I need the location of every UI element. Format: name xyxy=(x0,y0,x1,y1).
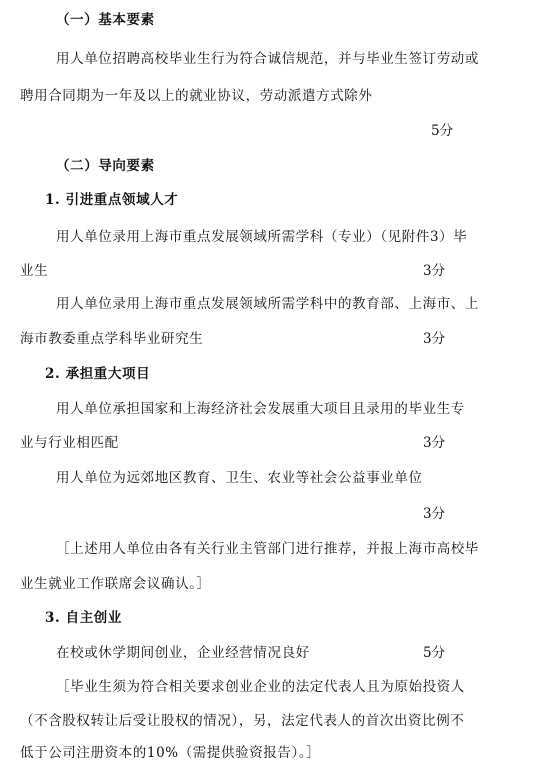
paragraph-line: 用人单位招聘高校毕业生行为符合诚信规范，并与毕业生签订劳动或 xyxy=(56,51,479,67)
paragraph-line: 用人单位录用上海市重点发展领域所需学科（专业）（见附件3）毕 xyxy=(56,229,468,245)
score-label: 5分 xyxy=(423,645,446,661)
note-line: ［上述用人单位由各有关行业主管部门进行推荐，并报上海市高校毕 xyxy=(56,541,479,557)
note-line: ［毕业生须为符合相关要求创业企业的法定代表人且为原始投资人 xyxy=(56,679,465,695)
note-line: 业生就业工作联席会议确认。］ xyxy=(20,576,211,592)
section-heading-basic: （一）基本要素 xyxy=(56,12,155,28)
paragraph-line: 海市教委重点学科毕业研究生 xyxy=(20,331,204,347)
subsection-heading: 3. 自主创业 xyxy=(45,610,122,626)
score-label: 5分 xyxy=(431,123,454,139)
score-label: 3分 xyxy=(423,435,446,451)
score-label: 3分 xyxy=(423,331,446,347)
subsection-heading: 1. 引进重点领域人才 xyxy=(45,192,179,208)
note-line: （不含股权转让后受让股权的情况），另，法定代表人的首次出资比例不 xyxy=(20,713,465,729)
section-heading-guidance: （二）导向要素 xyxy=(56,158,155,174)
subsection-heading: 2. 承担重大项目 xyxy=(45,366,151,382)
paragraph-line: 用人单位承担国家和上海经济社会发展重大项目且录用的毕业生专 xyxy=(56,401,465,417)
paragraph-line: 聘用合同期为一年及以上的就业协议，劳动派遣方式除外 xyxy=(20,88,373,104)
paragraph-line: 用人单位录用上海市重点发展领域所需学科中的教育部、上海市、上 xyxy=(56,296,479,312)
paragraph-line: 用人单位为远郊地区教育、卫生、农业等社会公益事业单位 xyxy=(56,470,423,486)
score-label: 3分 xyxy=(423,506,446,522)
note-line: 低于公司注册资本的10%（需提供验资报告）。］ xyxy=(20,745,321,761)
score-label: 3分 xyxy=(423,263,446,279)
paragraph-line: 在校或休学期间创业，企业经营情况良好 xyxy=(56,645,310,661)
paragraph-line: 业生 xyxy=(20,263,49,279)
paragraph-line: 业与行业相匹配 xyxy=(20,435,119,451)
